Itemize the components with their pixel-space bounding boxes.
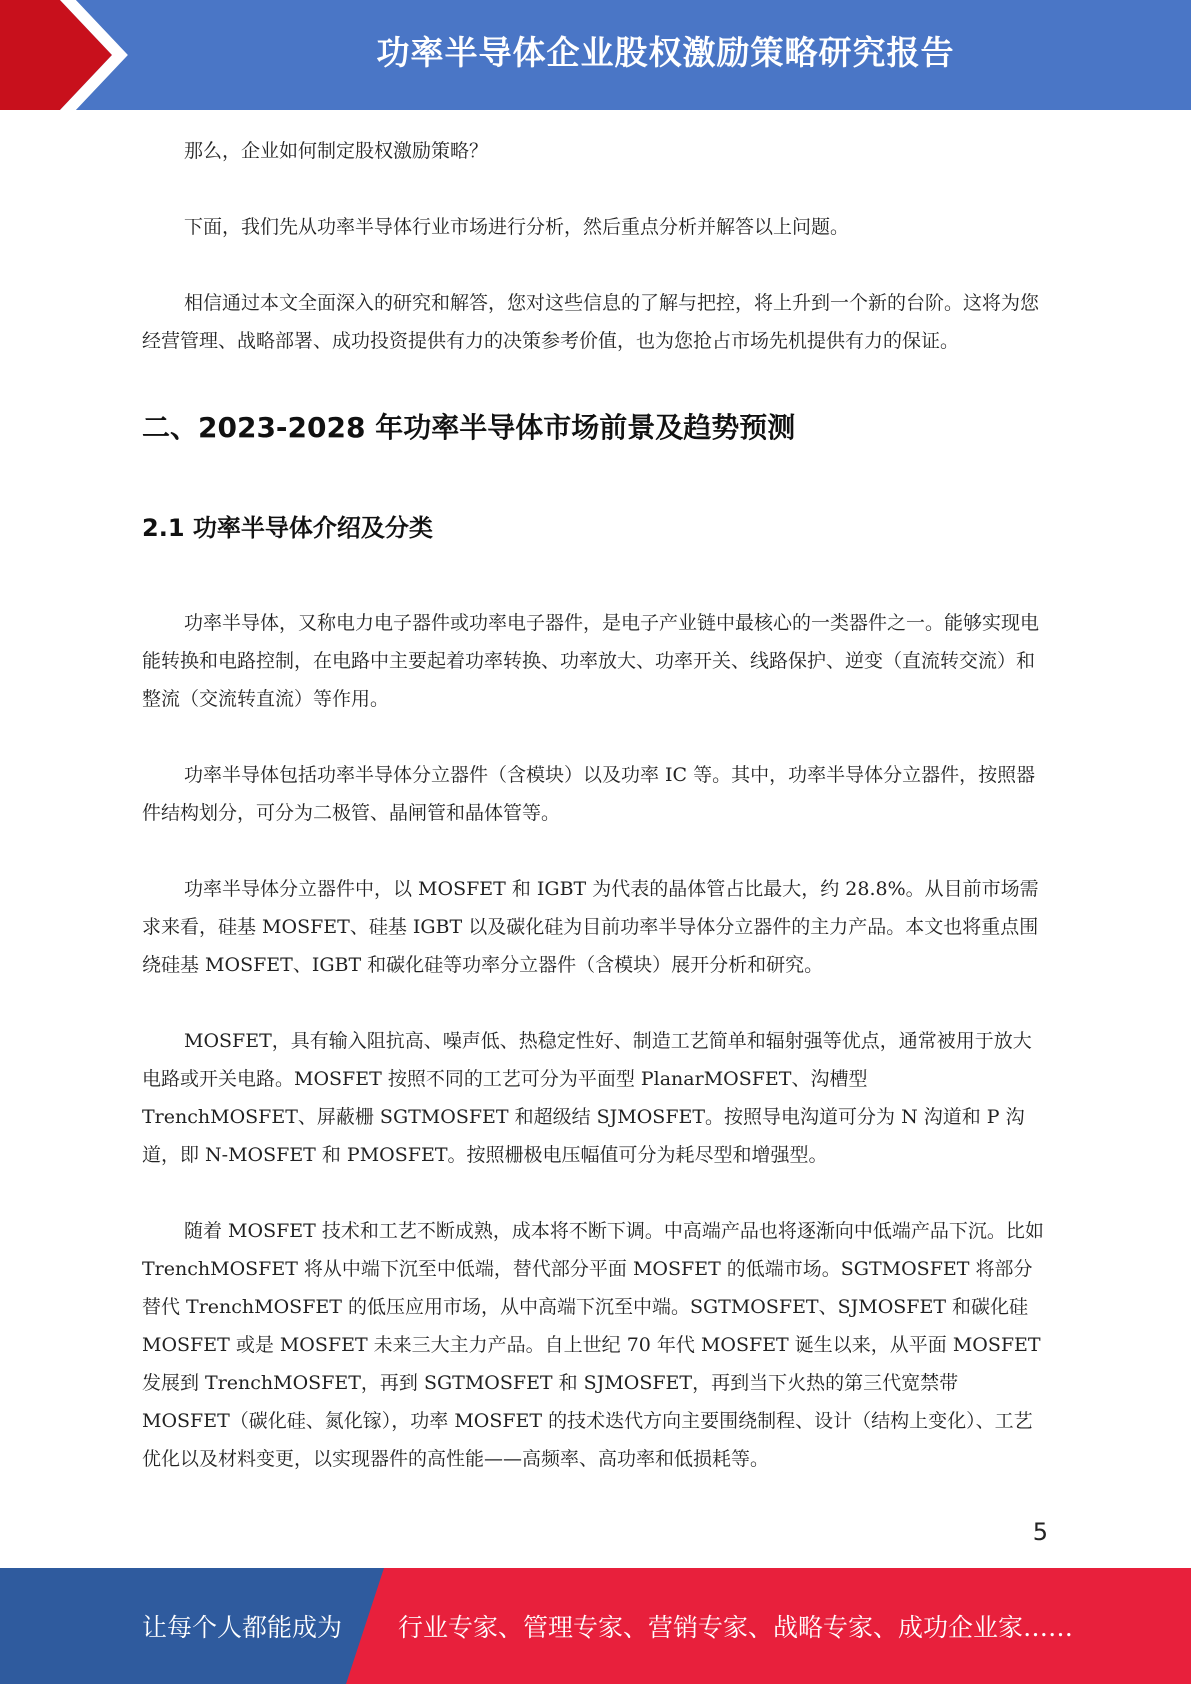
page-footer <box>0 1568 1191 1684</box>
page-header <box>0 0 1191 110</box>
paragraph: 随着 MOSFET 技术和工艺不断成熟，成本将不断下调。中高端产品也将逐渐向中低端产品下沉。比如 TrenchMOSFET 将从中端下沉至中低端，替代部分平面 MOSFET 的低端市场。SGTMOSFET 将部分替代 TrenchMOSFET 的低压应用市场，从中高端下沉至中端。SGTMOSFET、SJMOSFET 和碳化硅 MOSFET 或是 MOSFET 未来三大主力产品。自上世纪 70 年代 MOSFET 诞生以来，从平面 MOSFET 发展到 TrenchMOSFET，再到 SGTMOSFET 和 SJMOSFET，再到当下火热的第三代宽禁带 MOSFET（碳化硅、氮化镓），功率 MOSFET 的技术迭代方向主要围绕制程、设计（结构上变化）、工艺优化以及材料变更，以实现器件的高性能——高频率、高功率和低损耗等。 <box>142 1220 1044 1470</box>
footer-slogan-left: 让每个人都能成为 <box>142 1613 343 1642</box>
paragraph: 功率半导体包括功率半导体分立器件（含模块）以及功率 IC 等。其中，功率半导体分立器件，按照器件结构划分，可分为二极管、晶闸管和晶体管等。 <box>142 764 1036 824</box>
paragraph: 功率半导体分立器件中，以 MOSFET 和 IGBT 为代表的晶体管占比最大，约 28.8%。从目前市场需求来看，硅基 MOSFET、硅基 IGBT 以及碳化硅为目前功率半导体分立器件的主力产品。本文也将重点围绕硅基 MOSFET、IGBT 和碳化硅等功率分立器件（含模块）展开分析和研究。 <box>142 878 1039 976</box>
header-arrow-decoration <box>0 0 150 110</box>
subsection-heading: 2.1 功率半导体介绍及分类 <box>142 514 433 542</box>
footer-slogan-right: 行业专家、管理专家、营销专家、战略专家、成功企业家…… <box>398 1613 1074 1642</box>
paragraph: 功率半导体，又称电力电子器件或功率电子器件，是电子产业链中最核心的一类器件之一。能够实现电能转换和电路控制，在电路中主要起着功率转换、功率放大、功率开关、线路保护、逆变（直流转交流）和整流（交流转直流）等作用。 <box>142 612 1040 710</box>
report-title: 功率半导体企业股权激励策略研究报告 <box>376 33 955 72</box>
page-number: 5 <box>1032 1518 1048 1546</box>
paragraph: MOSFET，具有输入阻抗高、噪声低、热稳定性好、制造工艺简单和辐射强等优点，通常被用于放大电路或开关电路。MOSFET 按照不同的工艺可分为平面型 PlanarMOSFET、沟槽型 TrenchMOSFET、屏蔽栅 SGTMOSFET 和超级结 SJMOSFET。按照导电沟道可分为 N 沟道和 P 沟道，即 N-MOSFET 和 PMOSFET。按照栅极电压幅值可分为耗尽型和增强型。 <box>142 1030 1032 1166</box>
section-heading: 二、2023-2028 年功率半导体市场前景及趋势预测 <box>142 411 796 444</box>
document-body <box>142 132 1047 1478</box>
paragraph: 那么，企业如何制定股权激励策略？ <box>184 140 489 162</box>
paragraph: 下面，我们先从功率半导体行业市场进行分析，然后重点分析并解答以上问题。 <box>184 216 850 238</box>
paragraph: 相信通过本文全面深入的研究和解答，您对这些信息的了解与把控，将上升到一个新的台阶。这将为您经营管理、战略部署、成功投资提供有力的决策参考价值，也为您抢占市场先机提供有力的保证。 <box>142 292 1040 352</box>
